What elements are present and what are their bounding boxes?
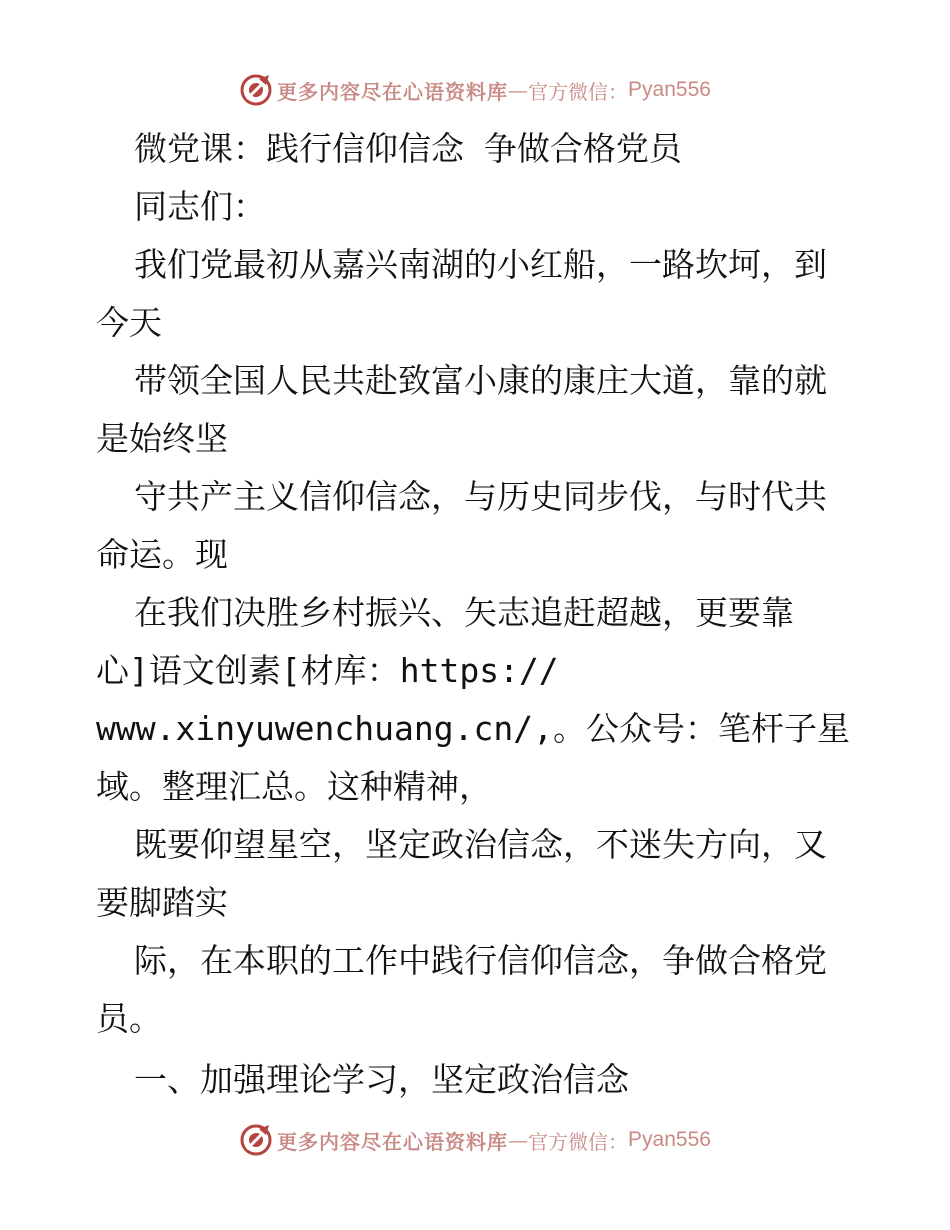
body-line: 今天 <box>96 303 162 342</box>
document-title: 微党课：践行信仰信念 争做合格党员 <box>134 129 682 168</box>
watermark-dash: — <box>508 1128 529 1152</box>
watermark-banner-bottom <box>0 1120 950 1160</box>
body-line: 是始终坚 <box>96 419 228 458</box>
body-line: 域。整理汇总。这种精神， <box>96 767 492 806</box>
greeting: 同志们： <box>134 187 266 226</box>
body-line: 命运。现 <box>96 535 228 574</box>
red-seal-logo-icon <box>239 73 273 107</box>
watermark-wechat-id: Pyan556 <box>628 1128 711 1151</box>
body-line: 心]语文创素[材库：https:// <box>96 651 559 690</box>
body-line: 员。 <box>96 999 162 1038</box>
watermark-text: 更多内容尽在心语资料库 <box>277 1129 509 1154</box>
body-line: 要脚踏实 <box>96 883 228 922</box>
body-line: 守共产主义信仰信念，与历史同步伐，与时代共 <box>134 477 827 516</box>
body-line: 在我们决胜乡村振兴、矢志追赶超越，更要靠 <box>134 593 794 632</box>
red-seal-logo-icon <box>239 1123 273 1157</box>
watermark-official-label: 官方微信： <box>528 79 629 104</box>
body-line: 带领全国人民共赴致富小康的康庄大道，靠的就 <box>134 361 827 400</box>
body-line: 既要仰望星空，坚定政治信念，不迷失方向，又 <box>134 825 827 864</box>
body-line: 际，在本职的工作中践行信仰信念，争做合格党 <box>134 941 827 980</box>
watermark-official-label: 官方微信： <box>528 1129 629 1154</box>
watermark-text: 更多内容尽在心语资料库 <box>277 79 509 104</box>
body-line: www.xinyuwenchuang.cn/,。公众号：笔杆子星 <box>96 709 850 748</box>
section-heading: 一、加强理论学习，坚定政治信念 <box>134 1060 629 1099</box>
watermark-wechat-id: Pyan556 <box>628 78 711 101</box>
watermark-dash: — <box>508 78 529 102</box>
body-line: 我们党最初从嘉兴南湖的小红船，一路坎坷，到 <box>134 245 827 284</box>
watermark-banner-top <box>0 70 950 110</box>
